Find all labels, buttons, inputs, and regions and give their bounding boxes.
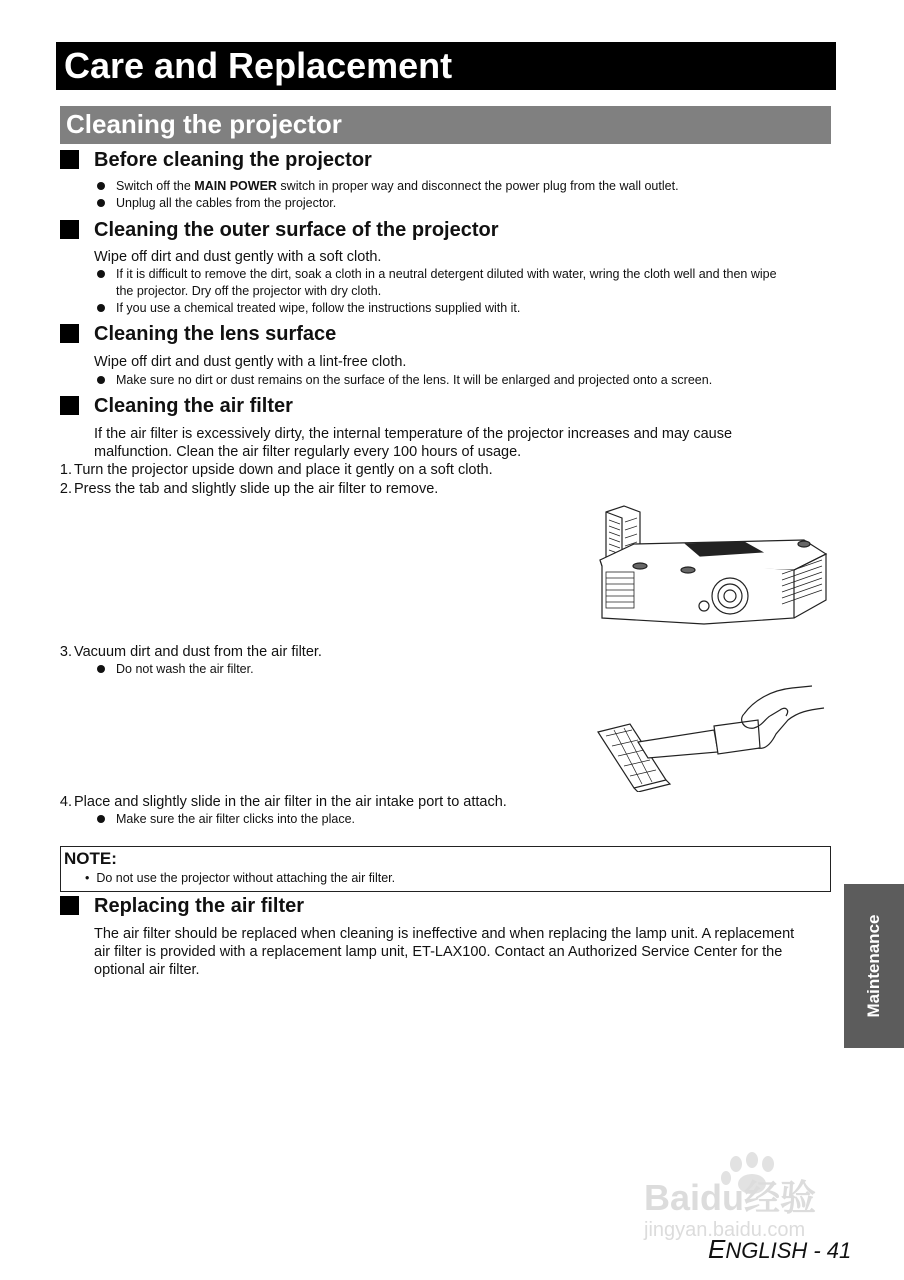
projector-filter-illustration <box>594 500 830 630</box>
bullet-icon <box>97 182 105 190</box>
bullet-icon <box>97 815 105 823</box>
baidu-watermark <box>640 1150 870 1240</box>
section-side-tab: Maintenance <box>844 884 904 1048</box>
section-marker-icon <box>60 396 79 415</box>
baidu-paw-icon <box>640 1150 870 1240</box>
bullet-item: Make sure no dirt or dust remains on the surface of the lens. It will be enlarged and projected onto a screen. <box>94 372 712 389</box>
paragraph: The air filter should be replaced when cleaning is ineffective and when replacing the lamp unit. A replacement air filter is provided with a replacement lamp unit, ET-LAX100. Contact an Authorized Service Center for the optional air filter. <box>94 926 795 978</box>
note-title: NOTE: <box>64 849 117 868</box>
svg-text:Baidu经验: Baidu经验 <box>644 1177 817 1218</box>
section-marker-icon <box>60 896 79 915</box>
note-item: • Do not use the projector without attaching the air filter. <box>85 871 396 885</box>
bullet-item: If you use a chemical treated wipe, follow the instructions supplied with it. <box>94 300 520 317</box>
paragraph: Wipe off dirt and dust gently with a lint-free cloth. <box>94 354 407 370</box>
bullet-item: Switch off the MAIN POWER switch in proper way and disconnect the power plug from the wall outlet. <box>94 178 679 195</box>
bullet-item: Do not wash the air filter. <box>94 661 254 678</box>
section-marker-icon <box>60 220 79 239</box>
bullet-item: Make sure the air filter clicks into the place. <box>94 811 355 828</box>
bullet-icon <box>97 270 105 278</box>
vacuum-filter-illustration <box>594 680 830 792</box>
svg-text:jingyan.baidu.com: jingyan.baidu.com <box>644 1219 806 1240</box>
page-footer: ENGLISH - 41 <box>708 1234 852 1264</box>
section-marker-icon <box>60 324 79 343</box>
note-box <box>60 846 831 892</box>
paragraph: Wipe off dirt and dust gently with a soft cloth. <box>94 249 382 265</box>
bullet-icon <box>97 199 105 207</box>
page-title: Care and Replacement <box>56 42 836 90</box>
paragraph: If the air filter is excessively dirty, the internal temperature of the projector increases and may cause malfunction. Clean the air filter regularly every 100 hours of usage. <box>94 426 733 460</box>
bullet-item: Unplug all the cables from the projector. <box>94 195 336 212</box>
bullet-icon <box>97 304 105 312</box>
section-title: Cleaning the projector <box>60 106 831 144</box>
section-marker-icon <box>60 150 79 169</box>
bullet-icon <box>97 665 105 673</box>
bullet-item: If it is difficult to remove the dirt, soak a cloth in a neutral detergent diluted with water, wring the cloth well and then wipe the projector. Dry off the projector with dry cloth. <box>94 266 856 300</box>
bullet-icon <box>97 376 105 384</box>
